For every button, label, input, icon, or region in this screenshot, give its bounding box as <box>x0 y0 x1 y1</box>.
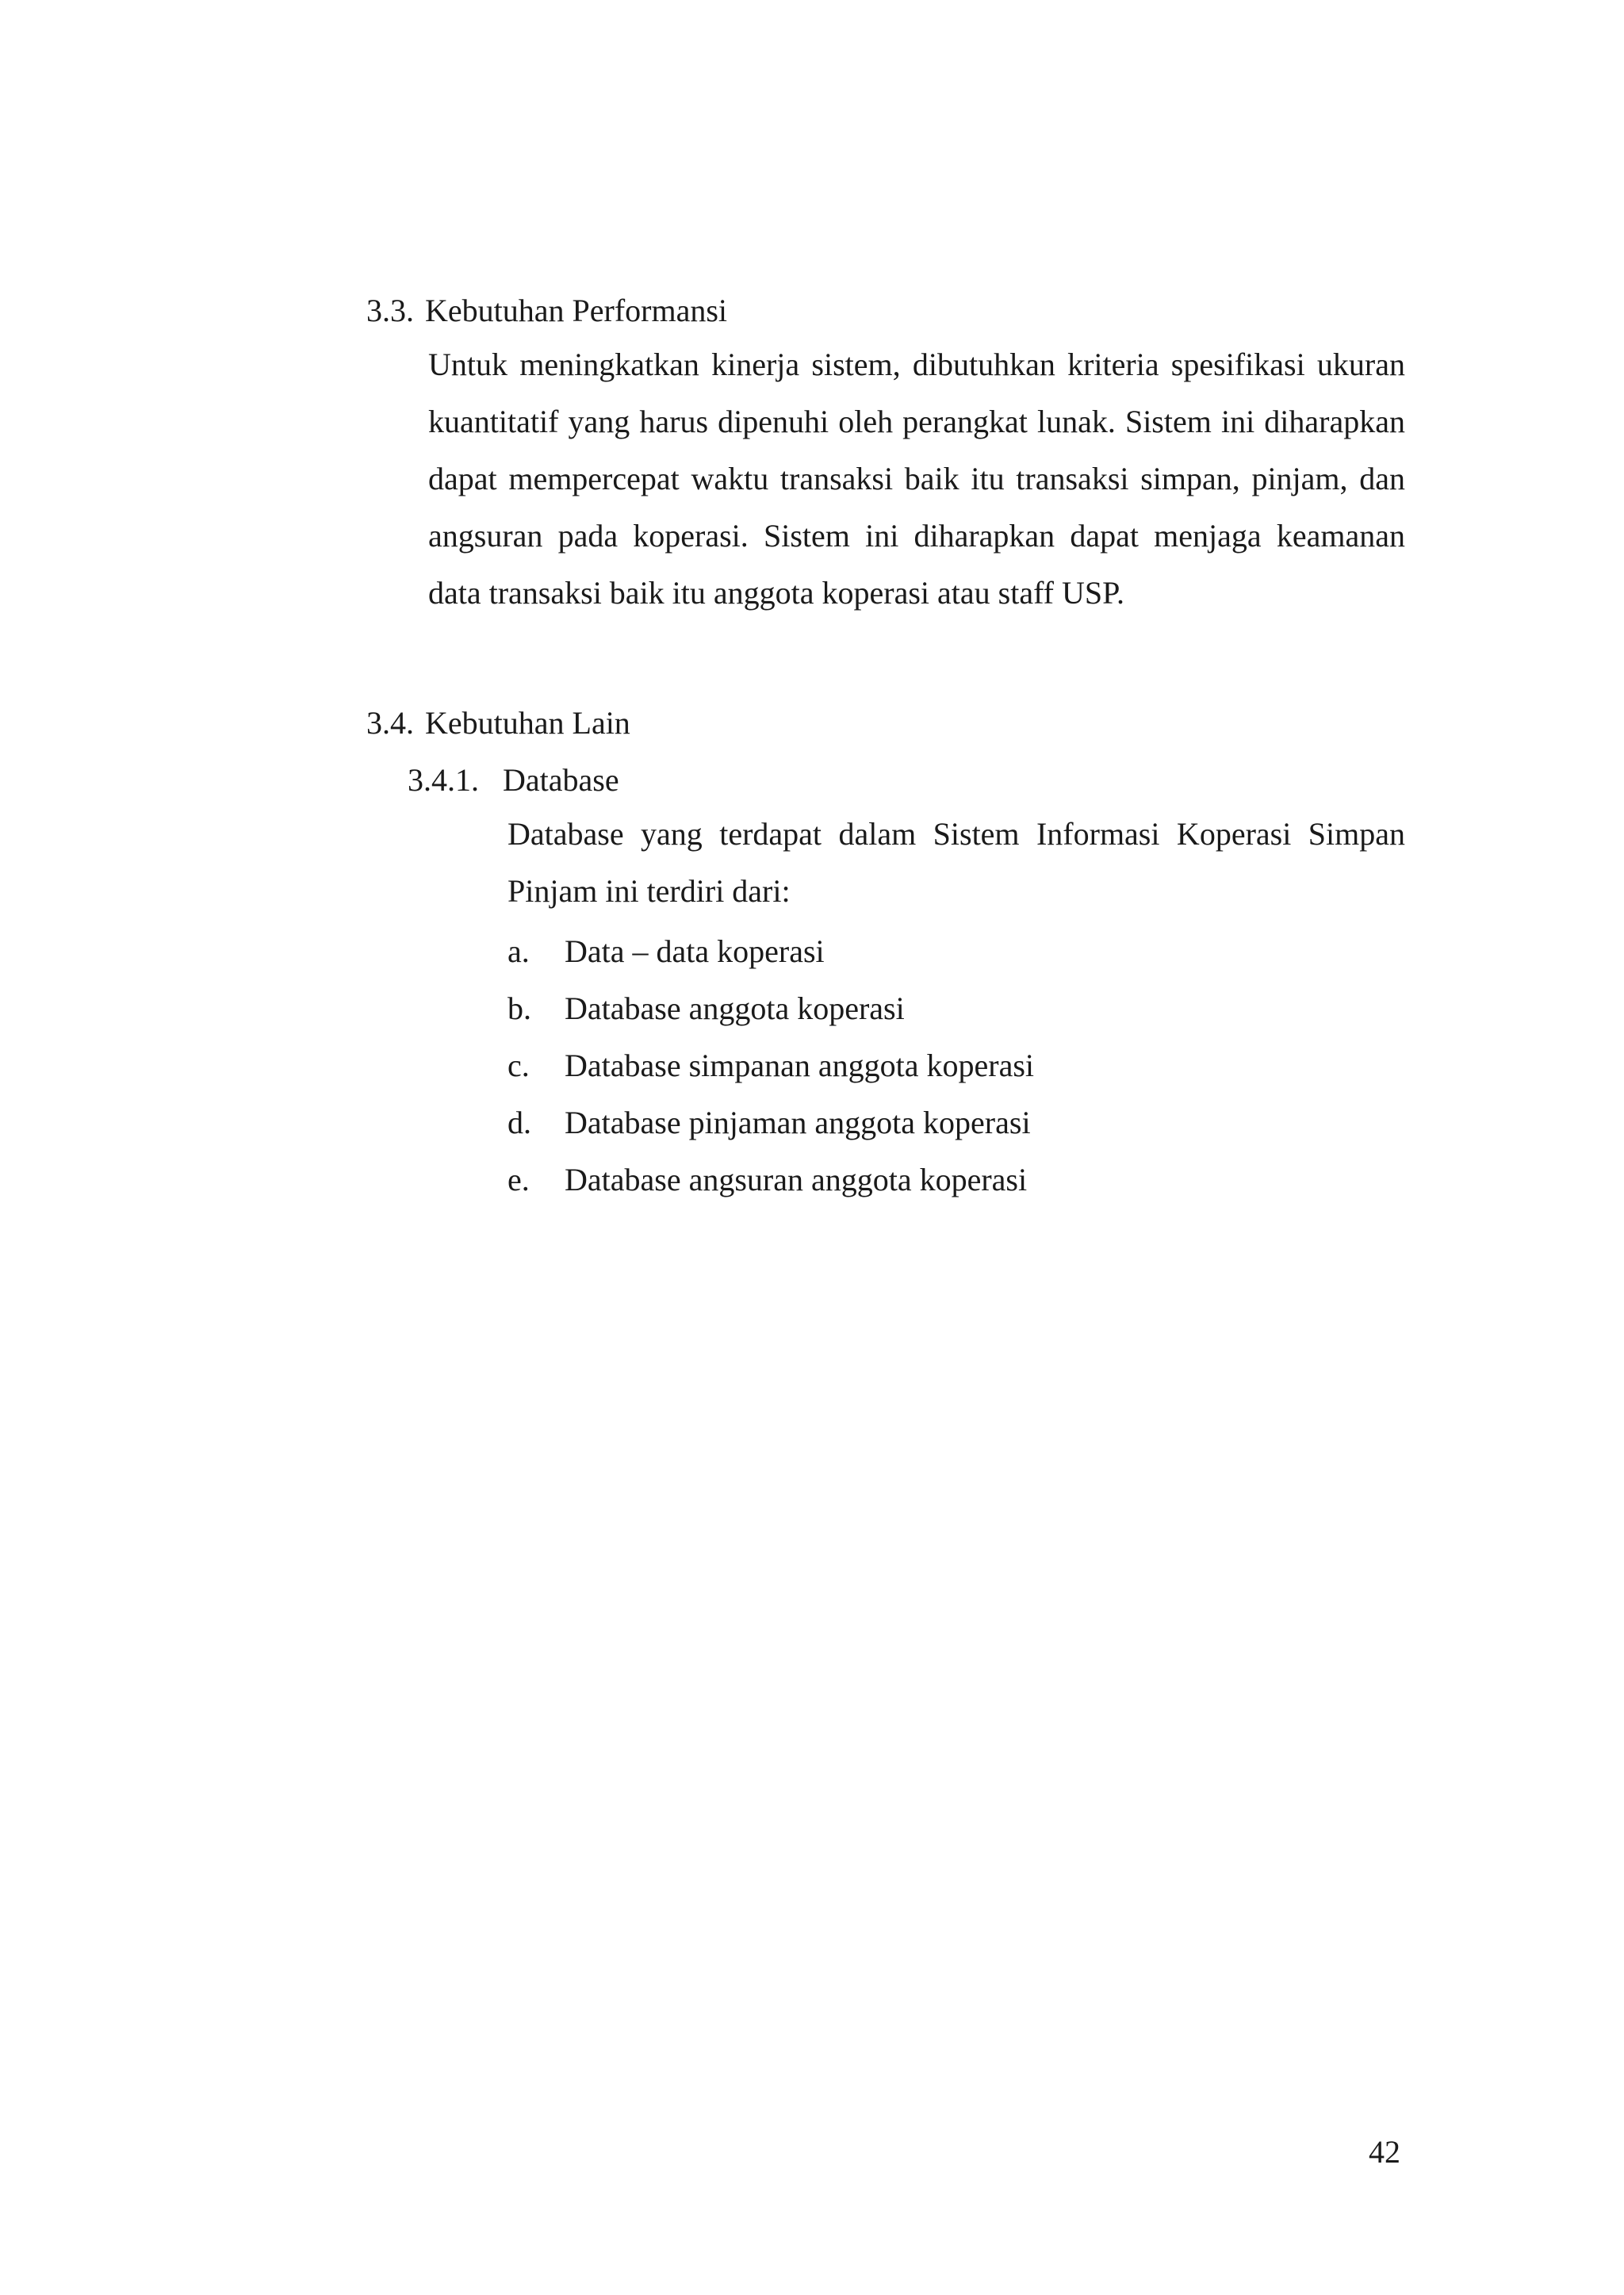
list-item-text: Database angsuran anggota koperasi <box>565 1162 1028 1197</box>
section-title: Kebutuhan Performansi <box>425 293 728 328</box>
section-heading-3-3 <box>366 290 727 331</box>
list-marker: d. <box>508 1105 531 1140</box>
section-number: 3.4. <box>366 705 414 741</box>
section-number: 3.3. <box>366 293 414 328</box>
list-item-text: Database pinjaman anggota koperasi <box>565 1105 1031 1140</box>
page-number: 42 <box>1369 2134 1400 2170</box>
list-item <box>508 1151 1034 1209</box>
list-item <box>508 1037 1034 1094</box>
subsection-title: Database <box>503 762 619 798</box>
subsection-paragraph-3-4-1: Database yang terdapat dalam Sistem Informasi Koperasi Simpan Pinjam ini terdiri dari: <box>508 816 1405 909</box>
list-marker: b. <box>508 990 531 1026</box>
list-item <box>508 923 1034 980</box>
subsection-heading-3-4-1 <box>408 760 619 801</box>
subsection-number: 3.4.1. <box>408 762 479 798</box>
list-item <box>508 1094 1034 1151</box>
list-marker: a. <box>508 933 530 969</box>
database-list <box>508 923 1034 1209</box>
list-item <box>508 980 1034 1037</box>
list-marker: e. <box>508 1162 530 1197</box>
section-paragraph-3-3: Untuk meningkatkan kinerja sistem, dibutuhkan kriteria spesifikasi ukuran kuantitatif yang harus dipenuhi oleh perangkat lunak. Sistem ini diharapkan dapat mempercepat waktu transaksi baik itu transaksi simpan, pinjam, dan angsuran pada koperasi. Sistem ini diharapkan dapat menjaga keamanan data transaksi baik itu anggota koperasi atau staff USP. <box>428 347 1405 611</box>
list-item-text: Database anggota koperasi <box>565 990 905 1026</box>
list-marker: c. <box>508 1048 530 1083</box>
section-heading-3-4 <box>366 703 630 744</box>
list-item-text: Data – data koperasi <box>565 933 825 969</box>
list-item-text: Database simpanan anggota koperasi <box>565 1048 1035 1083</box>
section-title: Kebutuhan Lain <box>425 705 630 741</box>
